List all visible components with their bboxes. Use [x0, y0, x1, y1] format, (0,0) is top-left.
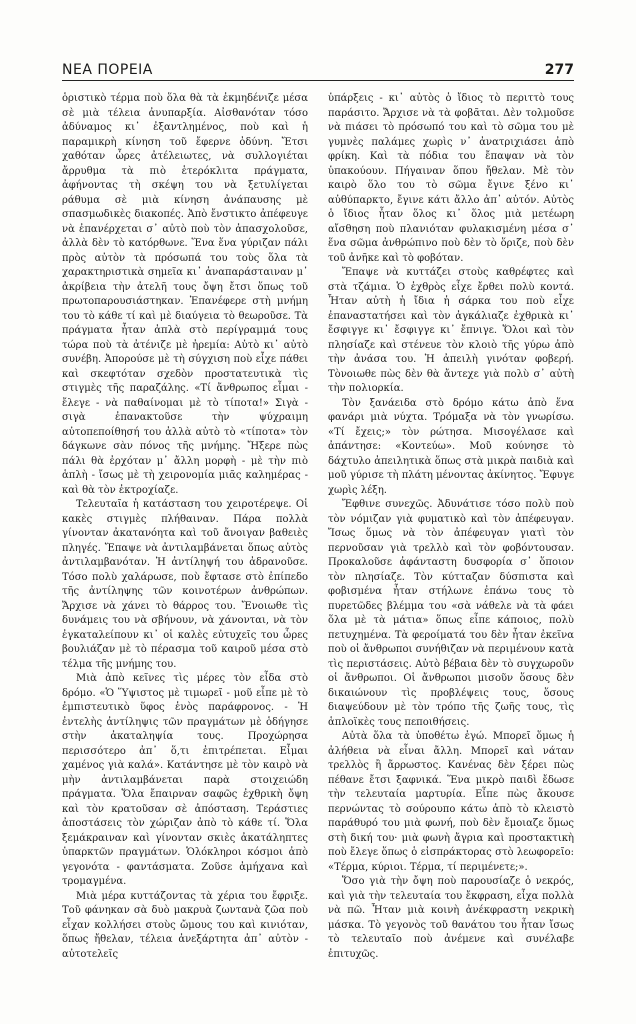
running-title: ΝΕΑ ΠΟΡΕΙΑ — [62, 62, 153, 78]
page-header — [62, 58, 574, 81]
page-number: 277 — [544, 62, 574, 78]
paragraph: Ἔπαψε νὰ κυττάζει στοὺς καθρέφτες καὶ στὰ τζάμια. Ὁ ἐχθρὸς εἶχε ἔρθει πολὺ κοντά. Ἦταν αὐτὴ ἡ ἴδια ἡ σάρκα του ποὺ εἶχε ἐπαναστατήσει καὶ τὸν ἀγκάλιαζε ἐχθρικὰ κι᾿ ἔσφιγγε κι᾿ ἔσφιγγε κι᾿ ἔπνιγε. Ὅλοι καὶ τὸν πλησίαζε καὶ στένευε τὸν κλοιὸ τῆς γύρω ἀπὸ τὴν ἀνάσα του. Ἡ ἀπειλὴ γινόταν φοβερή. Τὸνοιωθε πὼς δὲν θὰ ἄντεχε γιὰ πολὺ σ᾿ αὐτὴ τὴν πολιορκία. — [328, 267, 574, 394]
paragraph: Τελευταῖα ἡ κατάσταση του χειροτέρεψε. Οἱ κακὲς στιγμὲς πλήθαιναν. Πάρα πολλὰ γίνονταν ἀκατανόητα καὶ τοῦ ἄνοιγαν βαθειὲς πληγές. Ἔπαψε νὰ ἀντιλαμβάνεται ὅπως αὐτὸς ἀντιλαμβανόταν. Ἡ ἀντίληψή του ἀδρανοῦσε. Τόσο πολὺ χαλάρωσε, ποὺ ἔφτασε στὸ ἐπίπεδο τῆς ἀντίληψης τῶν κοινοτέρων ἀνθρώπων. Ἄρχισε νὰ χάνει τὸ θάρρος του. Ἔνοιωθε τὶς δυνάμεις του νὰ σβήνουν, νὰ χάνονται, νὰ τὸν ἐγκαταλείπουν κι᾿ οἱ καλὲς εὐτυχεῖς του ὧρες βουλιάζαν μὲ τὸ πέρασμα τοῦ καιροῦ μέσα στὸ τέλμα τῆς μνήμης του. — [62, 499, 308, 670]
paragraph: Μιὰ ἀπὸ κεῖνες τὶς μέρες τὸν εἶδα στὸ δρόμο. «Ὁ Ὕψιστος μὲ τιμωρεῖ - μοῦ εἶπε μὲ τὸ ἐμπιστευτικὸ ὕφος ἑνὸς παράφρονος. - Ἡ ἐντελὴς ἀντίληψις τῶν πραγμάτων μὲ ὁδήγησε στὴν ἀκαταληψία τους. Προχώρησα περισσότερο ἀπ᾿ ὅ,τι ἐπιτρέπεται. Εἶμαι χαμένος γιὰ καλά». Κατάντησε μὲ τὸν καιρὸ νὰ μὴν ἀντιλαμβάνεται παρὰ στοιχειώδη πράγματα. Ὅλα ἔπαιρναν σαφῶς ἐχθρικὴ ὄψη καὶ τὸν κρατοῦσαν σὲ ἀπόσταση. Τεράστιες ἀποστάσεις τὸν χώριζαν ἀπὸ τὸ κάθε τί. Ὅλα ξεμάκραιναν καὶ γίνονταν σκιὲς ἀκατάληπτες ὑπαρκτῶν πραγμάτων. Ὁλόκληροι κόσμοι ἀπὸ γεγονότα - φαντάσματα. Ζοῦσε ἀμήχανα καὶ τρομαγμένα. — [62, 673, 308, 887]
paragraph: Μιὰ μέρα κυττάζοντας τὰ χέρια του ἔφριξε. Τοῦ φάνηκαν σὰ δυὸ μακρυὰ ζωντανὰ ζῶα ποὺ εἶχαν κολλήσει στοὺς ὤμους του καὶ κινιόταν, ὅπως ἤθελαν, τέλεια ἀνεξάρτητα ἀπ᾿ αὐτὸν - αὐτοτελεῖς — [62, 890, 308, 960]
left-column — [62, 92, 308, 974]
paragraph: Ἔφθινε συνεχῶς. Ἀδυνάτισε τόσο πολὺ ποὺ τὸν νόμιζαν γιὰ φυματικὸ καὶ τὸν ἀπέφευγαν. Ἴσως ὅμως νὰ τὸν ἀπέφευγαν γιατὶ τὸν περνοῦσαν γιὰ τρελλὸ καὶ τὸν φοβόντουσαν. Προκαλοῦσε ἀφάνταστη δυσφορία σ᾿ ὅποιον τὸν πλησίαζε. Τὸν κύτταζαν δύσπιστα καὶ φοβισμένα ἦταν στήλωνε ἐπάνω τους τὸ πυρετῶδες βλέμμα του «σὰ νάθελε νὰ τὰ φάει ὅλα μὲ τὰ μάτια» ὅπως εἶπε κάποιος, πολὺ πετυχημένα. Τὰ φεροίματά του δὲν ἦταν ἐκεῖνα ποὺ οἱ ἄνθρωποι συνήθιζαν νὰ περιμένουν κατὰ τὶς περιστάσεις. Αὐτὸ βέβαια δὲν τὸ συγχωροῦν οἱ ἄνθρωποι. Οἱ ἄνθρωποι μισοῦν ὅσους δὲν δικαιώνουν τὶς προβλέψεις τους, ὅσους διαψεύδουν μὲ τὸν τρόπο τῆς ζωῆς τους, τὶς ἁπλοϊκὲς τους πεποιθήσεις. — [328, 499, 574, 728]
paragraph: Ὅσο γιὰ τὴν ὄψη ποὺ παρουσίαζε ὁ νεκρός, καὶ γιὰ τὴν τελευταία του ἔκφραση, εἶχα πολλὰ νὰ πῶ. Ἦταν μιὰ κοινὴ ἀνέκφραστη νεκρικὴ μάσκα. Τὸ γεγονὸς τοῦ θανάτου του ἦταν ἴσως τὸ τελευταῖο ποὺ ἀνέμενε καὶ συνέλαβε ἐπιτυχῶς. — [328, 876, 574, 960]
right-column — [328, 92, 574, 974]
paragraph: ὁριστικὸ τέρμα ποὺ ὅλα θὰ τὰ ἐκμηδένιζε μέσα σὲ μιὰ τέλεια ἀνυπαρξία. Αἰσθανόταν τόσο ἀδύναμος κι᾿ ἐξαντλημένος, ποὺ καὶ ἡ παραμικρὴ κίνηση τοῦ ἔφερνε ὀδύνη. Ἔτσι χαθόταν ὧρες ἀτέλειωτες, νὰ συλλογιέται ἄρρυθμα τὰ πιὸ ἑτερόκλιτα πράγματα, ἀφήνοντας τὴ σκέψη του νὰ ξετυλίγεται ράθυμα σὲ μιὰ κίνηση ἀνάπαυσης μὲ σπασμωδικὲς διακοπές. Ἀπὸ ἔνστικτο ἀπέφευγε νὰ ἐπανέρχεται σ᾿ αὐτὸ ποὺ τὸν ἀπασχολοῦσε, ἀλλὰ δὲν τὸ κατόρθωνε. Ἕνα ἕνα γύριζαν πάλι πρὸς αὐτὸν τὰ πρόσωπά του τοὺς ὅλα τὰ χαρακτηριστικὰ σημεῖα κι᾿ ἀναπαράσταιναν μ᾿ ἀκρίβεια τὴν ἀτελῆ τους ὄψη ἔτσι ὅπως τοῦ πρωτοπαρουσιάστηκαν. Ἐπανέφερε στὴ μνήμη του τὸ κάθε τί καὶ μὲ διαύγεια τὸ θεωροῦσε. Τὰ πράγματα ἦταν ἁπλὰ στὸ περίγραμμά τους τώρα ποὺ τὰ ἀτένιζε μὲ ἠρεμία: Αὐτὸ κι᾿ αὐτὸ συνέβη. Ἀπορούσε μὲ τὴ σύγχιση ποὺ εἶχε πάθει καὶ σκεφτόταν σχεδὸν προστατευτικὰ τὶς στιγμὲς τῆς παραζάλης. «Τί ἄνθρωπος εἶμαι - ἔλεγε - νὰ παθαίνομαι μὲ τὸ τίποτα!» Σιγὰ - σιγὰ ἐπανακτοῦσε τὴν ψύχραιμη αὐτοπεποίθησή του ἀλλὰ αὐτὸ τὸ «τίποτα» τὸν δάγκωνε σὰν πόνος τῆς μνήμης. Ἤξερε πὼς πάλι θὰ ἐρχόταν μ᾿ ἄλλη μορφὴ - μὲ τὴν πιὸ ἁπλὴ - ἴσως μὲ τὴ χειρονομία μιᾶς καλημέρας - καὶ θὰ τὸν ἐκτροχίαζε. — [62, 93, 308, 496]
paragraph: ὑπάρξεις - κι᾿ αὐτὸς ὁ ἴδιος τὸ περιττὸ τους παράσιτο. Ἄρχισε νὰ τὰ φοβᾶται. Δὲν τολμοῦσε νὰ πιάσει τὸ πρόσωπό του καὶ τὸ σῶμα του μὲ γυμνὲς παλάμες χωρὶς ν᾿ ἀνατριχιάσει ἀπὸ φρίκη. Καὶ τὰ πόδια του ἔπαψαν νὰ τὸν ὑπακούουν. Πήγαιναν ὅπου ἤθελαν. Μὲ τὸν καιρὸ ὅλο του τὸ σῶμα ἔγινε ξένο κι᾿ αὐθύπαρκτο, ἔγινε κάτι ἄλλο ἀπ᾿ αὐτόν. Αὐτὸς ὁ ἴδιος ἦταν ὅλος κι᾿ ὅλος μιὰ μετέωρη αἴσθηση ποὺ πλανιόταν φυλακισμένη μέσα σ᾿ ἕνα σῶμα ἀνθρώπινο ποὺ δὲν τὸ ὅριζε, ποὺ δὲν τοῦ ἀνῆκε καὶ τὸ φοβόταν. — [328, 93, 574, 264]
paragraph: Τὸν ξανάειδα στὸ δρόμο κάτω ἀπὸ ἕνα φανάρι μιὰ νύχτα. Τρόμαξα νὰ τὸν γνωρίσω. «Τί ἔχεις;» τὸν ρώτησα. Μισογέλασε καὶ ἀπάντησε: «Κοντεύω». Μοῦ κούνησε τὸ δάχτυλο ἀπειλητικὰ ὅπως στὰ μικρὰ παιδιὰ καὶ μοῦ γύρισε τὴ πλάτη μένοντας ἀκίνητος. Ἔφυγε χωρὶς λέξη. — [328, 397, 574, 496]
paragraph: Αὐτὰ ὅλα τὰ ὑποθέτω ἐγώ. Μπορεῖ ὅμως ἡ ἀλήθεια νὰ εἶναι ἄλλη. Μπορεῖ καὶ νάταν τρελλὸς ἢ ἄρρωστος. Κανένας δὲν ξέρει πὼς πέθανε ἔτσι ξαφνικά. Ἕνα μικρὸ παιδὶ ἔδωσε τὴν τελευταία μαρτυρία. Εἶπε πὼς ἄκουσε περνώντας τὸ σούρουπο κάτω ἀπὸ τὸ κλειστὸ παράθυρό του μιὰ φωνή, ποὺ δὲν ἔμοιαζε ὅμως στὴ δική του· μιὰ φωνὴ ἄγρια καὶ προστακτικὴ ποὺ ἔλεγε ὅπως ὁ εἰσπράκτορας στὸ λεωφορεῖο: «Τέρμα, κύριοι. Τέρμα, τί περιμένετε;». — [328, 731, 574, 873]
text-columns — [62, 92, 574, 974]
